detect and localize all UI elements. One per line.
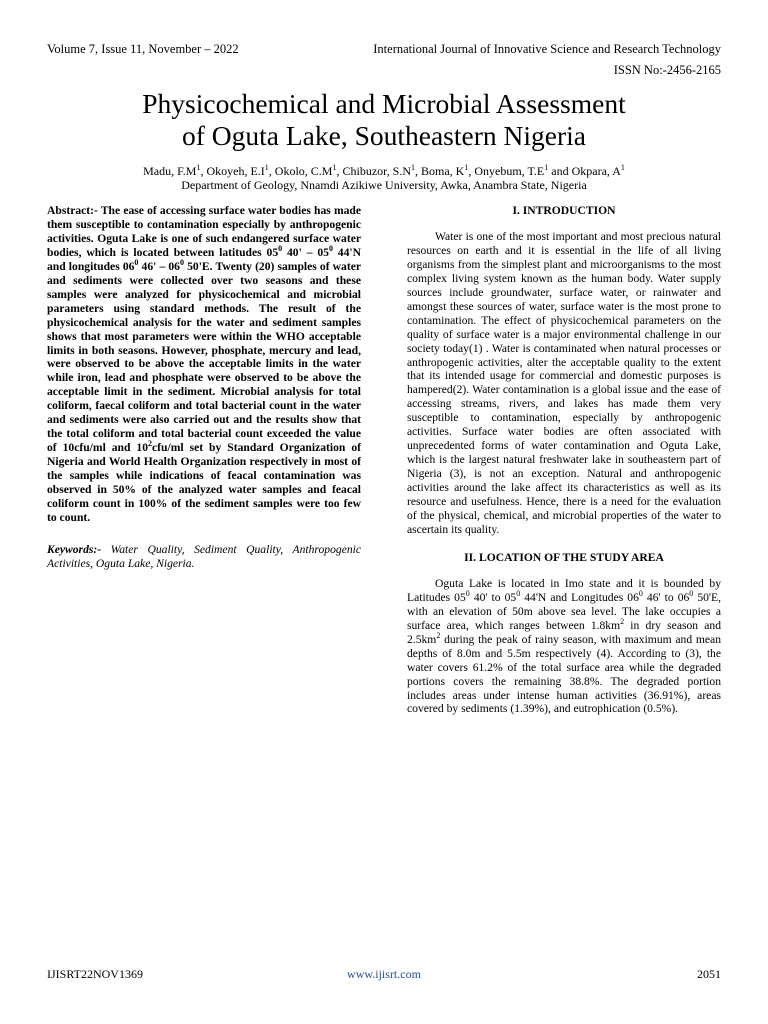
journal-volume: Volume 7, Issue 11, November – 2022: [47, 42, 239, 56]
author: Boma, K: [421, 164, 465, 178]
title-line-1: Physicochemical and Microbial Assessment: [142, 88, 626, 119]
keywords-label: Keywords:-: [47, 542, 102, 556]
affiliation-mark: 1: [544, 163, 549, 172]
keywords-text: Water Quality, Sediment Quality, Anthropogenic Activities, Oguta Lake, Nigeria.: [47, 542, 361, 570]
title-line-2: of Oguta Lake, Southeastern Nigeria: [182, 120, 586, 151]
keywords: [47, 543, 361, 571]
author: Okolo, C.M: [274, 164, 333, 178]
affiliation-mark: 1: [332, 163, 337, 172]
paper-code: IJISRT22NOV1369: [47, 967, 143, 981]
left-column: [47, 204, 361, 571]
author: Chibuzor, S.N: [342, 164, 412, 178]
abstract-text: Abstract:- The ease of accessing surface water bodies has made them susceptible to contamination especially by anthropogenic activities. Oguta Lake is one of such endangered surface water bodies, which is located between latitudes $05^0$ $40' - 05^0$ 44'N and longitudes $06^0$ $46' - 06^0$ 50'E. Twenty (20) samples of water and sediments were collected over two seasons and these samples were analyzed for physicochemical and microbial parameters using standard methods. The result of the physicochemical analysis for the water and sediment samples shows that most parameters were within the WHO acceptable limits in both seasons. However, phosphate, mercury and lead, were observed to be above the acceptable limits in the water while iron, lead and phosphate were observed to be above the acceptable limit in the sediment. Microbial analysis for total coliform, faecal coliform and total bacterial count in the water and sediments were also carried out and the results show that the total coliform and total bacterial count exceeded the value of 10cfu/ml and $10^2cfu/ml$ set by Standard Organization of Nigeria and World Health Organization respectively in most of the samples while indications of feacal contamination was observed in 50% of the analyzed water samples and feacal coliform count in 100% of the sediment samples were too few to count.: [47, 204, 361, 524]
affiliation-mark: 1: [196, 163, 201, 172]
section-heading-introduction: I. INTRODUCTION: [512, 204, 616, 217]
journal-name: International Journal of Innovative Science and Research Technology: [373, 42, 721, 56]
affiliation-mark: 1: [411, 163, 416, 172]
author: Okoyeh, E.I: [206, 164, 265, 178]
author: Madu, F.M: [143, 164, 197, 178]
affiliation-mark: 1: [464, 163, 469, 172]
abstract: [47, 204, 361, 525]
author-list: Madu, $F.M^1$, Okoyeh, $E.I^1$, Okolo, $C.M^1$, Chibuzor, $S.N^1$, Boma, $K^1$, Onyebum, $T.E^1$ and Okpara, $A^1$: [143, 163, 625, 178]
paper-title: [0, 88, 768, 152]
affiliation-mark: 1: [264, 163, 269, 172]
author: Okpara, A: [571, 164, 621, 178]
introduction-paragraph: Water is one of the most important and most precious natural resources on earth and it is essential in the life of all living organisms from the simplest plant and microorganisms to the most complex living system known as the human body. Water supply sources include groundwater, surface water, or rainwater and amongst these sources of water, surface water is the most prone to contamination. The effect of physicochemical parameters on the quality of surface water is a major environmental challenge in our society today(1) . Water is contaminated when natural processes or anthropogenic activities, alter the acceptable quality to the extent that its intended usage for commercial and domestic purposes is hampered(2). Water contamination is a global issue and the ease of accessing streams, rivers, and lakes has made them very susceptible to contamination, especially by anthropogenic activities. Surface water bodies are often associated with unprecedented forms of water contamination and Oguta Lake, which is the largest natural freshwater lake in southeastern part of Nigeria (3), is not an exception. Natural and anthropogenic activities around the lake affect its characteristics as well as its resource and usefulness. Hence, there is a need for the evaluation of the physical, chemical, and microbial properties of the water to ascertain its quality.: [407, 229, 721, 536]
affiliation-mark: 1: [620, 163, 625, 172]
right-column: [407, 204, 721, 730]
issn: ISSN No:-2456-2165: [613, 63, 721, 77]
location-paragraph: Oguta Lake is located in Imo state and it is bounded by Latitudes $05^0$ 40' to $05^0$ 44'N and Longitudes $06^0$ 46' to $06^0$ 50'E, with an elevation of 50m above sea level. The lake occupies a surface area, which ranges between $1.8km^2$ in dry season and $2.5km^2$ during the peak of rainy season, with maximum and mean depths of 8.0m and 5.5m respectively (4). According to (3), the water covers 61.2% of the total surface area while the degraded portions covers the remaining 38.8%. The degraded portion includes areas under intense human activities (36.91%), areas covered by sediments (1.39%), and eutrophication (0.5%).: [407, 576, 721, 716]
section-heading-location: II. LOCATION OF THE STUDY AREA: [464, 550, 664, 564]
page-number: 2051: [697, 967, 721, 981]
affiliation: Department of Geology, Nnamdi Azikiwe University, Awka, Anambra State, Nigeria: [181, 178, 587, 192]
author: Onyebum, T.E: [474, 164, 545, 178]
journal-website-link[interactable]: www.ijisrt.com: [347, 967, 421, 981]
